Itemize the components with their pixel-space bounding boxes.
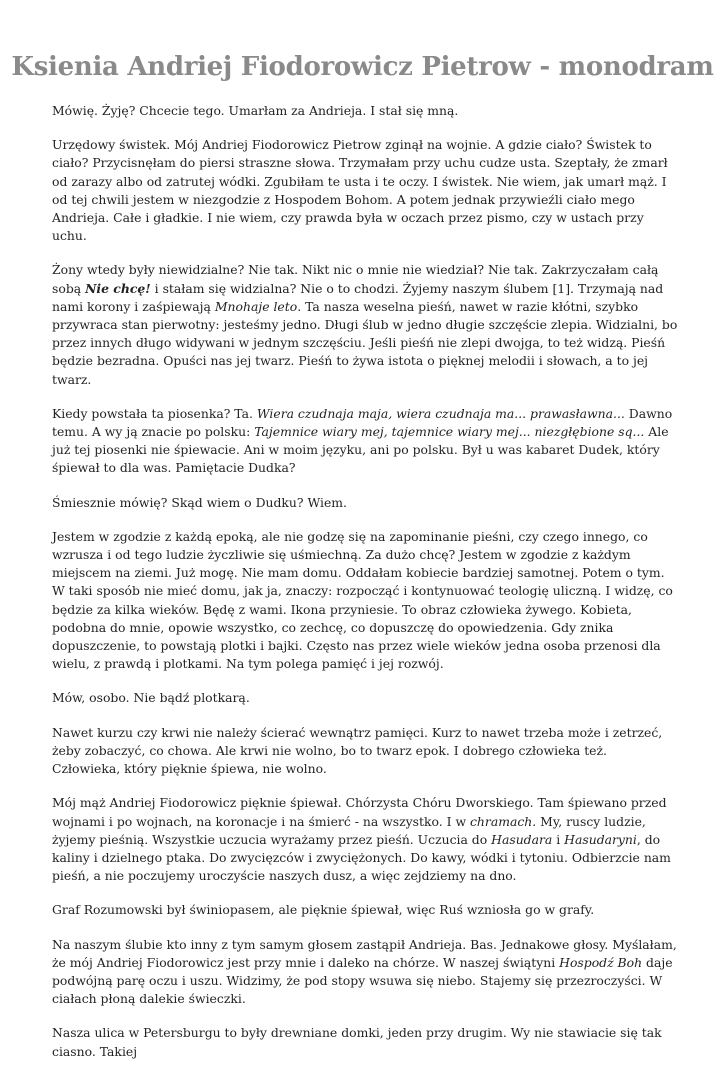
text-run: i stałam się widzialna? Nie o to chodzi. Żyjemy naszym ślubem [1]. Trzymają nad nami korony i zaśpiewają [52,280,664,314]
emphasized-text: chramach [469,813,533,829]
text-run: Mówię. Żyję? Chcecie tego. Umarłam za Andrieja. I stał się mną. [52,103,459,118]
text-run: Na naszym ślubie kto inny z tym samym głosem zastąpił Andrieja. Bas. Jednakowe głosy. Myślałam, że mój Andriej Fiodorowicz jest przy mnie i daleko na chórze. W naszej świątyni [52,936,677,970]
text-run: Jestem w zgodzie z każdą epoką, ale nie godzę się na zapominanie pieśni, czy czego innego, co wzrusza i od tego ludzie życzliwie się uśmiechną. Za dużo chcę? Jestem w zgodzie z każdym miejscem na ziemi. Już mogę. Nie mam domu. Oddałam kobiecie bardziej samotnej. Potem o tym. W taki sposób nie mieć domu, jak ja, znaczy: rozpocząć i kontynuować teologię uliczną. I widzę, co będzie za kilka wieków. Będę z wami. Ikona przyniesie. To obraz człowieka żywego. Kobieta, podobna do mnie, opowie wszystko, co zechcę, co dopuszczę do opowiedzenia. Gdy znika dopuszczenie, to powstają plotki i bajki. Często nas przez wiele wieków jedna osoba przenosi dla wielu, z prawdą i plotkami. Na tym polega pamięć i jej rozwój. [52,528,673,672]
text-run: . My, ruscy ludzie, żyjemy pieśnią. Wszystkie uczucia wyrażamy przez pieśń. Uczucia do [52,813,646,847]
text-run: daje podwójną parę oczu i uszu. Widzimy, że pod stopy wsuwa się niebo. Stajemy się przezroczyści. W ciałach płoną dalekie świeczki. [52,954,673,1007]
text-run: Nawet kurzu czy krwi nie należy ścierać wewnątrz pamięci. Kurz to nawet trzeba może i zetrzeć, żeby zobaczyć, co chowa. Ale krwi nie wolno, bo to twarz epok. I dobrego człowieka też. Człowieka, który pięknie śpiewa, nie wolno. [52,724,663,777]
emphasized-text: Hasudara [491,831,553,847]
text-run: Mów, osobo. Nie bądź plotkarą. [52,690,250,706]
emphasized-text: Tajemnice wiary mej, tajemnice wiary mej... niezgłębione sq... [254,424,645,440]
paragraph [52,494,678,512]
document-body [52,102,678,1077]
paragraph [52,1024,678,1060]
paragraph [52,102,678,120]
text-run: Dawno temu. A wy ją znacie po polsku: [52,405,673,440]
text-run: Nasza ulica w Petersburgu to były drewniane domki, jeden przy drugim. Wy nie stawiacie się tak ciasno. Takiej [52,1025,662,1059]
text-run: Kiedy powstała ta piosenka? Ta. [52,405,257,421]
paragraph [52,901,678,919]
emphasized-text: Hasudaryni [564,831,637,847]
paragraph [52,528,678,674]
text-run: , do kaliny i dzielnego ptaka. Do zwycięzców i zwyciężonych. Do kawy, wódki i tytoniu. Odbierzcie nam pieśń, a nie poczujemy uroczyście naszych dusz, a więc zejdziemy na dno. [52,831,671,884]
paragraph [52,689,678,707]
text-run: Śmiesznie mówię? Skąd wiem o Dudku? Wiem. [52,494,347,510]
text-run: Graf Rozumowski był świniopasem, ale pięknie śpiewał, więc Ruś wzniosła go w grafy. [52,902,595,918]
text-run: . Ta nasza weselna pieśń, nawet w razie kłótni, szybko przywraca stan pierwotny: jesteśmy jedno. Długi ślub w jedno długie szczęście zlepia. Widzialni, bo przez innych długo widywani w jednym szczęściu. Jeśli pieśń nie zlepi dwojga, to też widzą. Pieśń będzie bezradna. Opuści nas jej twarz. Pieśń to żywa istota o pięknej melodii i słowach, a to jej twarz. [52,298,678,387]
text-run: Ale już tej piosenki nie śpiewacie. Ani w moim języku, ani po polsku. Był u was kabaret Dudek, który śpiewał to dla was. Pamiętacie Dudka? [52,424,669,476]
paragraph [52,936,678,1009]
text-run: Żony wtedy były niewidzialne? Nie tak. Nikt nic o mnie nie wiedział? Nie tak. Zakrzyczałam całą sobą [52,262,659,296]
emphasized-text: Hospodź Boh [559,954,643,970]
emphasized-text: Mnohaje leto [214,298,298,314]
paragraph [52,136,678,245]
text-run: i [552,831,565,847]
paragraph [52,794,678,885]
emphasized-text: Nie chcę! [85,280,151,296]
paragraph [52,724,678,779]
text-run: Mój mąż Andriej Fiodorowicz pięknie śpiewał. Chórzysta Chóru Dworskiego. Tam śpiewano przed wojnami i po wojnach, na koronacje i na śmierć - na wszystko. I w [52,795,667,829]
paragraph [52,405,678,478]
document-title: Ksienia Andriej Fiodorowicz Pietrow - monodram [11,52,714,82]
emphasized-text: Wiera czudnaja maja, wiera czudnaja ma... prawasławna... [256,405,625,421]
text-run: Urzędowy świstek. Mój Andriej Fiodorowicz Pietrow zginął na wojnie. A gdzie ciało? Świstek to ciało? Przycisnęłam do piersi straszne słowa. Trzymałam przy uchu cudze usta. Szeptały, że zmarł od zarazy albo od zatrutej wódki. Zgubiłam te usta i te oczy. I świstek. Nie wiem, jak umarł mąż. I od tej chwili jestem w niezgodzie z Hospodem Bohom. A potem jednak przywieźli ciało mego Andrieja. Całe i gładkie. I nie wiem, czy prawda była w oczach przez pismo, czy w ustach przy uchu. [52,137,668,244]
paragraph [52,261,678,388]
